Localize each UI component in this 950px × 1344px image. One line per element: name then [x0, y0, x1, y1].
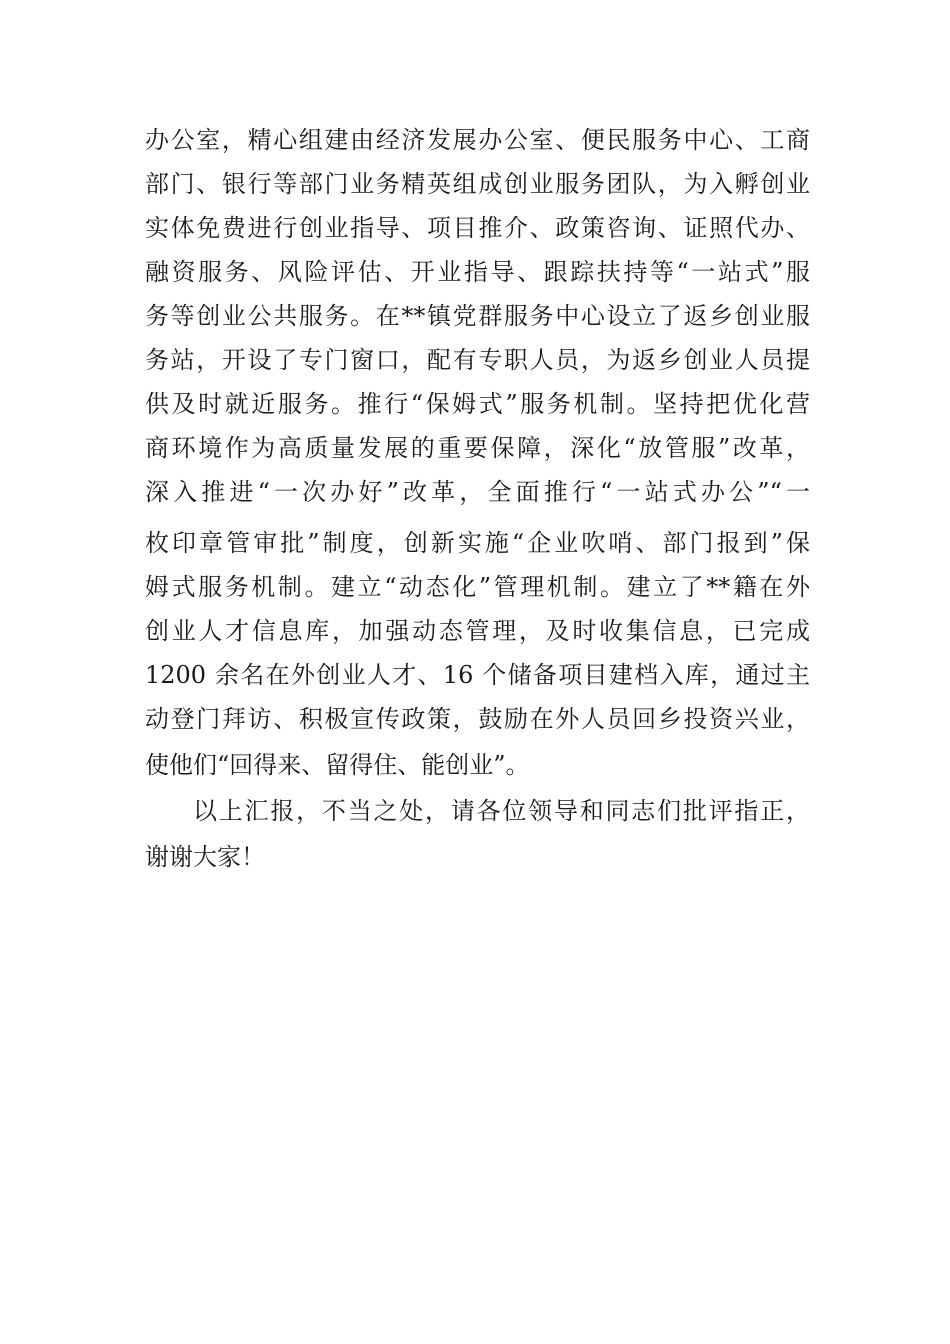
paragraph-2-line-2: 谢谢大家！ [145, 843, 265, 871]
paragraph-1-line-1: 办公室，精心组建由经济发展办公室、便民服务中心、工商 [145, 126, 810, 154]
paragraph-1-line-13: 1200 余名在外创业人才、16 个储备项目建档入库，通过主 [145, 661, 810, 689]
paragraph-1-line-11: 姆式服务机制。建立“动态化”管理机制。建立了**籍在外 [145, 573, 810, 601]
paragraph-1-line-15: 使他们“回得来、留得住、能创业”。 [145, 751, 530, 779]
paragraph-2-line-1: 以上汇报，不当之处，请各位领导和同志们批评指正， [193, 797, 810, 825]
paragraph-1-line-7: 供及时就近服务。推行“保姆式”服务机制。坚持把优化营 [145, 390, 810, 418]
paragraph-1-line-14: 动登门拜访、积极宣传政策，鼓励在外人员回乡投资兴业， [145, 705, 810, 733]
paragraph-1-line-6: 务站，开设了专门窗口，配有专职人员，为返乡创业人员提 [145, 346, 810, 374]
paragraph-1-line-10: 枚印章管审批”制度，创新实施“企业吹哨、部门报到”保 [145, 529, 810, 557]
paragraph-1-line-3: 实体免费进行创业指导、项目推介、政策咨询、证照代办、 [145, 214, 810, 242]
paragraph-1-line-8: 商环境作为高质量发展的重要保障，深化“放管服”改革， [145, 434, 810, 462]
paragraph-1-line-5: 务等创业公共服务。在**镇党群服务中心设立了返乡创业服 [145, 302, 810, 330]
paragraph-1-line-2: 部门、银行等部门业务精英组成创业服务团队，为入孵创业 [145, 170, 810, 198]
paragraph-1-line-4: 融资服务、风险评估、开业指导、跟踪扶持等“一站式”服 [145, 258, 810, 286]
paragraph-1-line-12: 创业人才信息库，加强动态管理，及时收集信息，已完成 [145, 617, 810, 645]
paragraph-1-line-9: 深入推进“一次办好”改革，全面推行“一站式办公”“一 [145, 478, 810, 506]
